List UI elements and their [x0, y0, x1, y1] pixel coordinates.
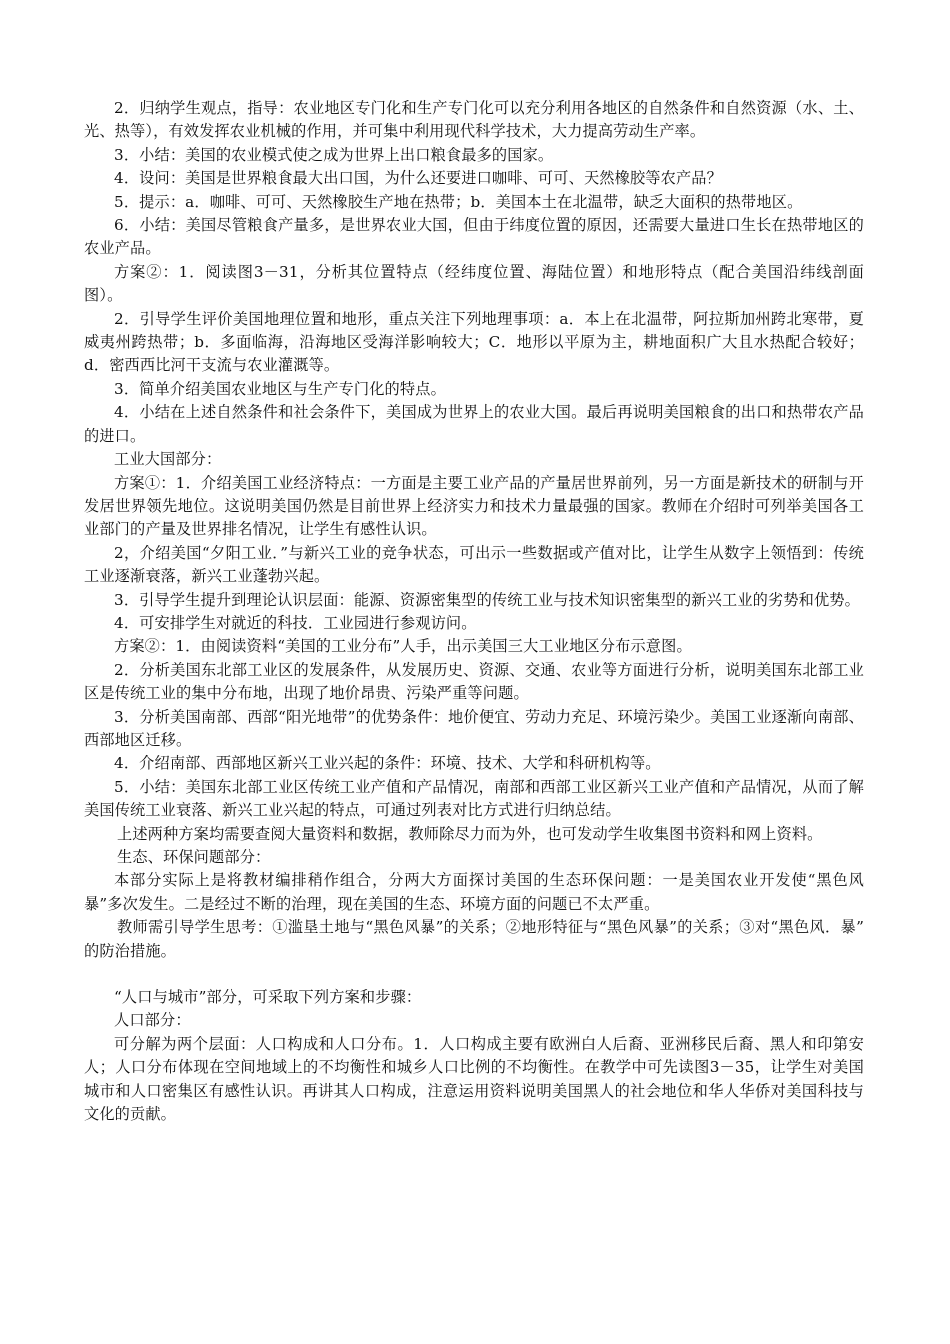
section-heading: 人口部分：	[114, 1011, 191, 1030]
paragraph: 上述两种方案均需要查阅大量资料和数据，教师除尽力而为外，也可发动学生收集图书资料和网上资料。	[117, 824, 823, 843]
paragraph: 4．介绍南部、西部地区新兴工业兴起的条件：环境、技术、大学和科研机构等。	[114, 754, 661, 773]
paragraph: 方案②：1．阅读图3－31，分析其位置特点（经纬度位置、海陆位置）和地形特点（配合美国沿纬线剖面图）。	[84, 262, 864, 305]
document-body	[84, 97, 864, 1126]
paragraph: 3．分析美国南部、西部“阳光地带”的优势条件：地价便宜、劳动力充足、环境污染少。美国工业逐渐向南部、西部地区迁移。	[84, 707, 864, 749]
paragraph: 2．引导学生评价美国地理位置和地形，重点关注下列地理事项：a．本上在北温带，阿拉斯加州跨北寒带，夏威夷州跨热带；b．多面临海，沿海地区受海洋影响较大；C．地形以平原为主，耕地面积广大且水热配合较好；d．密西西比河干支流与农业灌溉等。	[84, 309, 864, 375]
paragraph: 4．设问：美国是世界粮食最大出口国，为什么还要进口咖啡、可可、天然橡胶等农产品？	[114, 169, 722, 188]
paragraph: 教师需引导学生思考：①滥垦土地与“黑色风暴”的关系；②地形特征与“黑色风暴”的关系；③对“黑色风．暴” 的防治措施。	[84, 918, 864, 960]
paragraph: 6．小结：美国尽管粮食产量多，是世界农业大国，但由于纬度位置的原因，还需要大量进口生长在热带地区的农业产品。	[84, 216, 864, 258]
paragraph: 2，介绍美国“夕阳工业．”与新兴工业的竞争状态，可出示一些数据或产值对比，让学生从数字上领悟到：传统工业逐渐衰落，新兴工业蓬勃兴起。	[84, 543, 864, 586]
paragraph: 4．小结在上述自然条件和社会条件下，美国成为世界上的农业大国。最后再说明美国粮食的出口和热带农产品的进口。	[84, 403, 864, 445]
paragraph: 可分解为两个层面：人口构成和人口分布。1．人口构成主要有欧洲白人后裔、亚洲移民后裔、黑人和印第安人；人口分布体现在空间地域上的不均衡性和城乡人口比例的不均衡性。在教学中可先读图3－35，让学生对美国城市和人口密集区有感性认识。再讲其人口构成，注意运用资料说明美国黑人的社会地位和华人华侨对美国科技与文化的贡献。	[84, 1034, 864, 1124]
section-heading: 生态、环保问题部分：	[117, 848, 271, 866]
paragraph: 3．简单介绍美国农业地区与生产专门化的特点。	[114, 379, 446, 398]
paragraph: 3．小结：美国的农业模式使之成为世界上出口粮食最多的国家。	[114, 145, 554, 164]
paragraph: 2．归纳学生观点，指导：农业地区专门化和生产专门化可以充分利用各地区的自然条件和自然资源（水、土、光、热等），有效发挥农业机械的作用，并可集中利用现代科学技术，大力提高劳动生产率。	[84, 99, 864, 141]
paragraph: 方案②：1．由阅读资料“美国的工业分布”人手，出示美国三大工业地区分布示意图。	[114, 637, 692, 656]
section-heading: “人口与城市”部分，可采取下列方案和步骤：	[114, 988, 422, 1007]
paragraph: 本部分实际上是将教材编排稍作组合，分两大方面探讨美国的生态环保问题：一是美国农业开发使“黑色风暴”多次发生。二是经过不断的治理，现在美国的生态、环境方面的问题已不太严重。	[84, 871, 864, 913]
paragraph: 2．分析美国东北部工业区的发展条件，从发展历史、资源、交通、农业等方面进行分析，说明美国东北部工业区是传统工业的集中分布地，出现了地价昂贵、污染严重等问题。	[84, 660, 864, 703]
section-heading: 工业大国部分：	[114, 450, 222, 469]
paragraph: 4．可安排学生对就近的科技．工业园进行参观访问。	[114, 613, 477, 632]
paragraph: 5．小结：美国东北部工业区传统工业产值和产品情况，南部和西部工业区新兴工业产值和产品情况，从而了解美国传统工业衰落、新兴工业兴起的特点，可通过列表对比方式进行归纳总结。	[84, 777, 864, 820]
paragraph: 3．引导学生提升到理论认识层面：能源、资源密集型的传统工业与技术知识密集型的新兴工业的劣势和优势。	[114, 590, 861, 609]
paragraph: 方案①：1．介绍美国工业经济特点：一方面是主要工业产品的产量居世界前列，另一方面是新技术的研制与开发居世界领先地位。这说明美国仍然是目前世界上经济实力和技术力量最强的国家。教师在介绍时可列举美国各工业部门的产量及世界排名情况，让学生有感性认识。	[84, 473, 864, 539]
paragraph: 5．提示：a．咖啡、可可、天然橡胶生产地在热带；b．美国本土在北温带，缺乏大面积的热带地区。	[114, 192, 803, 211]
